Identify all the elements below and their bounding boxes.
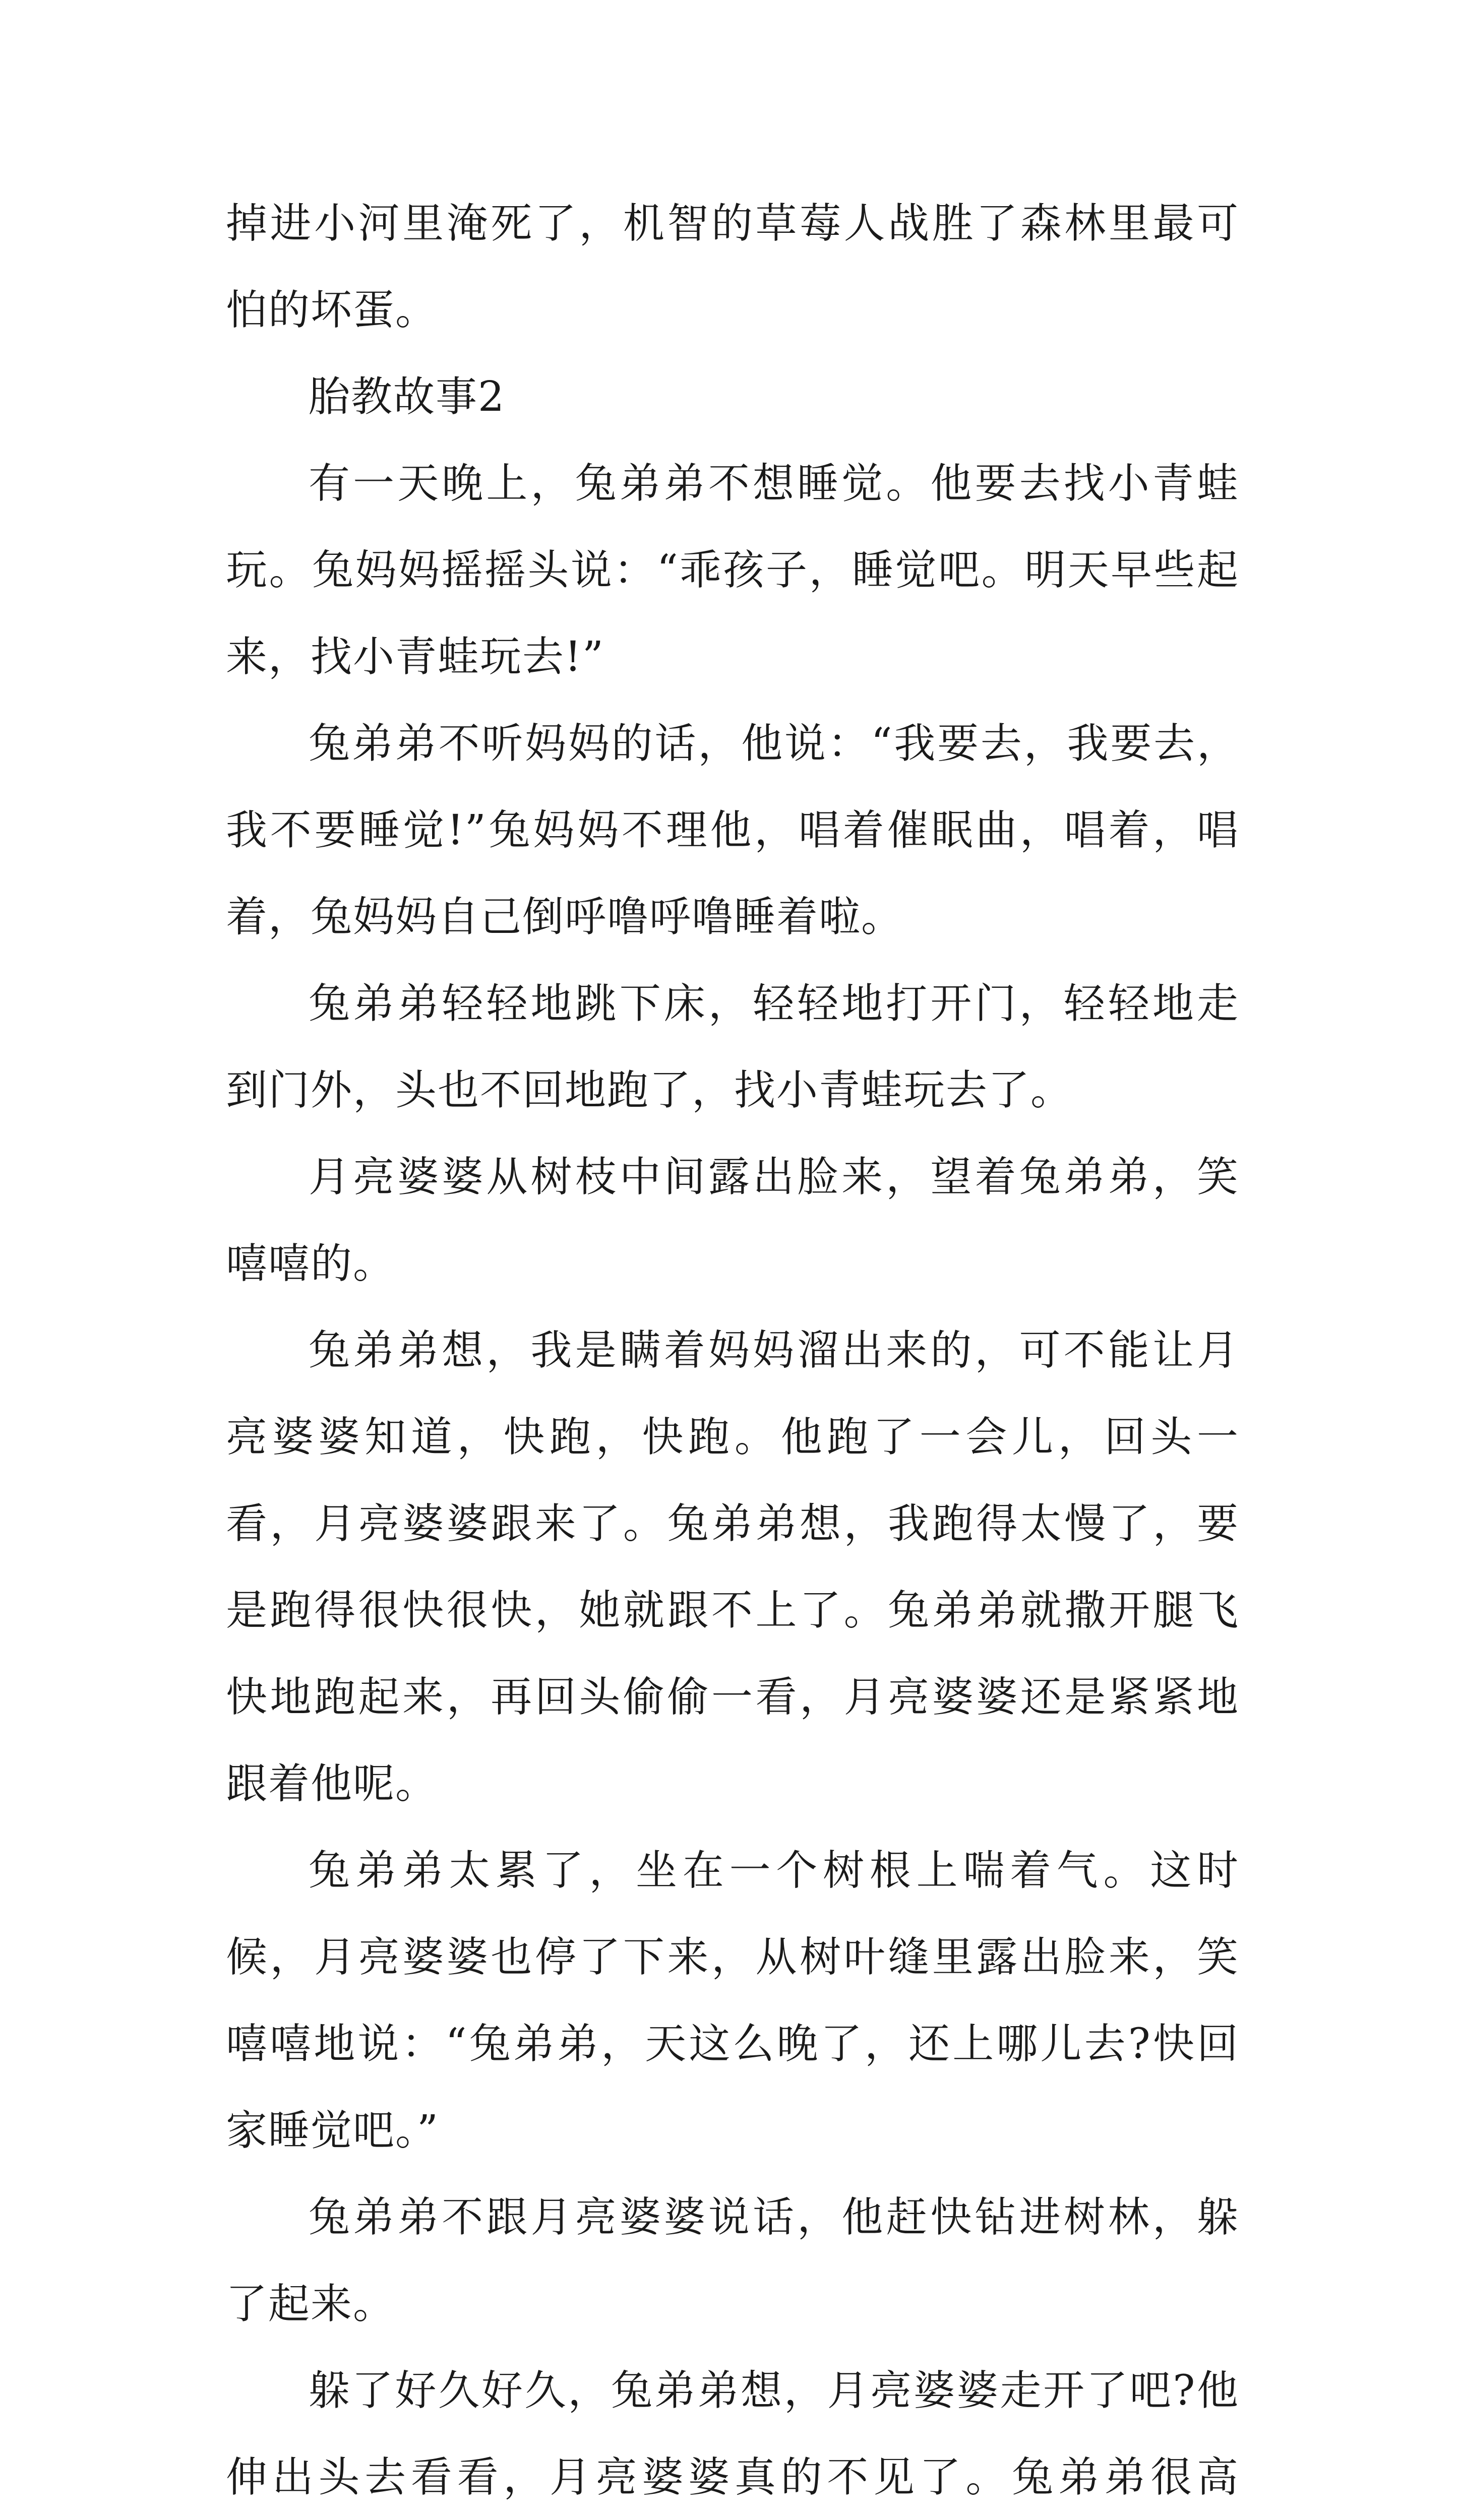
- document-body: [226, 180, 1239, 2520]
- section-heading: 胎教故事2: [309, 373, 506, 421]
- paragraph-continuation: 掉进小河里淹死了，机智的草莓人战胜了森林里最可怕的坏蛋。: [226, 200, 1239, 334]
- paragraph: 兔弟弟不跟月亮婆婆说话，他赶快钻进树林，躲了起来。: [226, 2193, 1239, 2328]
- paragraph: 有一天晚上，兔弟弟不想睡觉。他要去找小青蛙玩。兔妈妈摇摇头说：“乖孩子，睡觉吧。明天早些起来，找小青蛙玩去!”: [226, 460, 1239, 681]
- paragraph: 兔弟弟想，我是瞒着妈妈溜出来的，可不能让月亮婆婆知道，快跑，快跑。他跑了一会儿，回头一看，月亮婆婆跟来了。兔弟弟想，我跑得太慢了，要是跑得很快很快，她就跟不上了。兔弟弟就撒开腿飞快地跑起来，再回头偷偷一看，月亮婆婆还是紧紧地跟着他呢。: [226, 1327, 1239, 1808]
- paragraph: 兔弟弟轻轻地跳下床，轻轻地打开门，轻轻地走到门外，头也不回地跑了，找小青蛙玩去了。: [226, 980, 1239, 1114]
- paragraph: 月亮婆婆从树枝中间露出脸来，望着兔弟弟，笑嘻嘻的。: [226, 1153, 1239, 1288]
- paragraph: 兔弟弟太累了，坐在一个树根上喘着气。这时候，月亮婆婆也停了下来，从树叶缝里露出脸来，笑嘻嘻地说：“兔弟弟，天这么晚了，还上哪儿去?快回家睡觉吧。”: [226, 1847, 1239, 2155]
- paragraph: 躲了好久好久，兔弟弟想，月亮婆婆走开了吧?他伸出头去看看，月亮婆婆真的不见了。兔弟弟很高: [226, 2367, 1239, 2501]
- paragraph: 兔弟弟不听妈妈的话，他说：“我要去，我要去，我不要睡觉!”兔妈妈不理他，唱着催眠曲，唱着，唱着，兔妈妈自己倒呼噜呼噜睡着啦。: [226, 720, 1239, 941]
